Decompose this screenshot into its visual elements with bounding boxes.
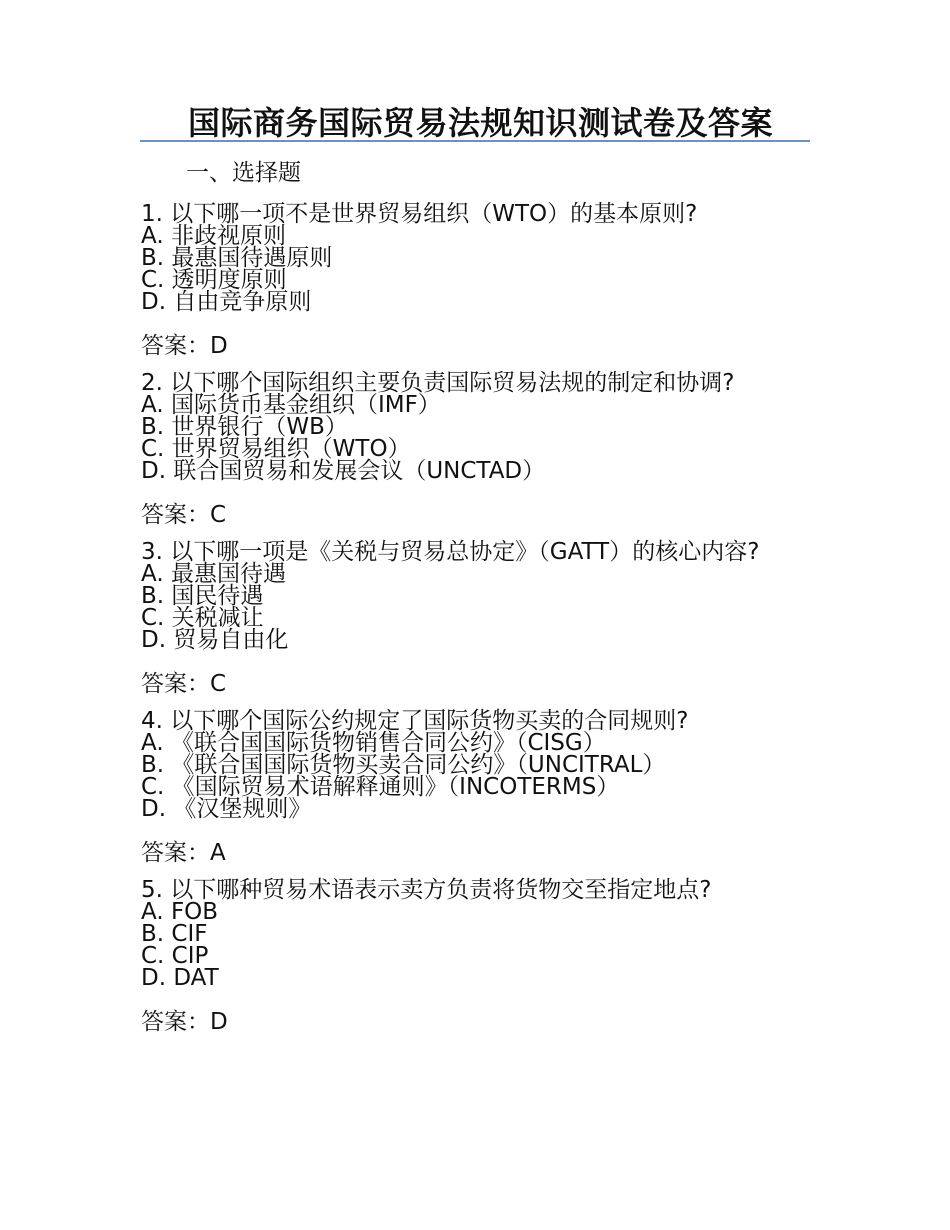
option-c: C. CIP xyxy=(141,943,209,969)
option-d: D. DAT xyxy=(141,965,219,991)
option-a: A. 非歧视原则 xyxy=(141,223,286,249)
option-d: D. 自由竞争原则 xyxy=(141,289,312,315)
option-c: C. 透明度原则 xyxy=(141,267,287,293)
option-a: A. 国际货币基金组织（IMF） xyxy=(141,392,441,418)
question-text: 5. 以下哪种贸易术语表示卖方负责将货物交至指定地点? xyxy=(141,877,712,903)
question-5 xyxy=(141,879,801,1037)
option-d: D. 贸易自由化 xyxy=(141,627,289,653)
question-text: 3. 以下哪一项是《关税与贸易总协定》（GATT）的核心内容? xyxy=(141,539,760,565)
answer: 答案：D xyxy=(141,333,228,359)
option-c: C. 关税减让 xyxy=(141,605,264,631)
option-d: D. 联合国贸易和发展会议（UNCTAD） xyxy=(141,458,546,484)
title-underline xyxy=(140,140,810,142)
question-text: 2. 以下哪个国际组织主要负责国际贸易法规的制定和协调? xyxy=(141,370,735,396)
section-heading: 一、选择题 xyxy=(186,160,301,186)
answer: 答案：C xyxy=(141,671,227,697)
option-a: A. 最惠国待遇 xyxy=(141,561,286,587)
option-a: A. FOB xyxy=(141,899,219,925)
option-a: A. 《联合国国际货物销售合同公约》（CISG） xyxy=(141,730,606,756)
question-text: 4. 以下哪个国际公约规定了国际货物买卖的合同规则? xyxy=(141,708,689,734)
answer: 答案：A xyxy=(141,840,226,866)
option-c: C. 世界贸易组织（WTO） xyxy=(141,436,411,462)
answer: 答案：D xyxy=(141,1009,228,1035)
option-c: C. 《国际贸易术语解释通则》（INCOTERMS） xyxy=(141,774,620,800)
question-1 xyxy=(141,203,801,361)
option-b: B. 国民待遇 xyxy=(141,583,264,609)
question-2 xyxy=(141,372,801,530)
option-b: B. CIF xyxy=(141,921,208,947)
document-title: 国际商务国际贸易法规知识测试卷及答案 xyxy=(188,104,774,142)
answer: 答案：C xyxy=(141,502,227,528)
question-3 xyxy=(141,541,801,699)
option-d: D. 《汉堡规则》 xyxy=(141,796,312,822)
question-4 xyxy=(141,710,801,868)
option-b: B. 最惠国待遇原则 xyxy=(141,245,333,271)
option-b: B. 《联合国国际货物买卖合同公约》（UNCITRAL） xyxy=(141,752,666,778)
question-list xyxy=(141,203,801,1048)
option-b: B. 世界银行（WB） xyxy=(141,414,348,440)
question-text: 1. 以下哪一项不是世界贸易组织（WTO）的基本原则? xyxy=(141,201,698,227)
